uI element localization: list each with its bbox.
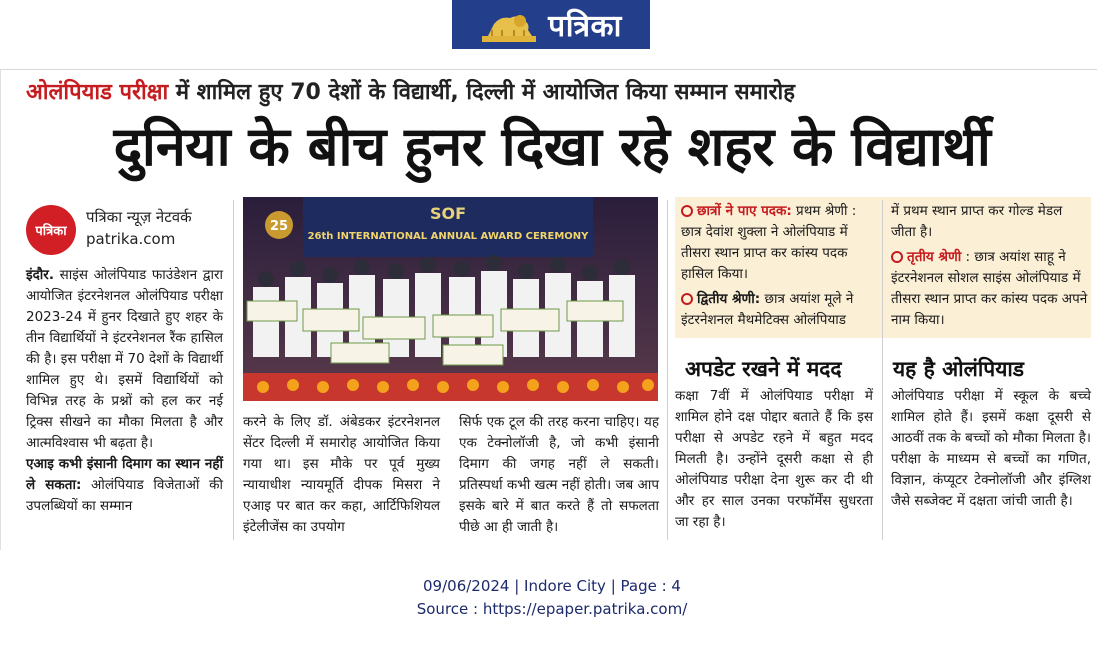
- headline: दुनिया के बीच हुनर दिखा रहे शहर के विद्यार्थी: [113, 115, 991, 178]
- column1-para2: ओलंपियाड विजेताओं की उपलब्धियों का सम्मान: [26, 477, 223, 514]
- photo-banner-text: 26th INTERNATIONAL ANNUAL AWARD CEREMONY: [307, 231, 589, 242]
- olympiad-body: ओलंपियाड परीक्षा में स्कूल के बच्चे शामिल होते हैं। इसमें कक्षा दूसरी से आठवीं तक के बच्चों को मौका मिलता है। परीक्षा के माध्यम से बच्चों का गणित, विज्ञान, कंप्यूटर टेक्नोलॉजी और इंग्लिश जैसे सब्जेक्ट में दक्षता जांची जाती है।: [891, 388, 1091, 509]
- byline-website: patrika.com: [86, 230, 176, 248]
- article-column-2: करने के लिए डॉ. अंबेडकर इंटरनेशनल सेंटर दिल्ली में समारोह आयोजित किया गया था। इस मौके पर पूर्व मुख्य न्यायाधीश न्यायमूर्ति दीपक मिसरा ने एआइ पर बात कर कहा, आर्टिफिशियल इंटेलीजेंस का उपयोग: [243, 414, 440, 535]
- masthead: [452, 0, 650, 49]
- bullet-icon: [681, 293, 693, 305]
- dateline: इंदौर.: [26, 267, 54, 283]
- medals-third-label: तृतीय श्रेणी: [907, 249, 962, 265]
- photo-logo-text: SOF: [429, 204, 467, 223]
- medals-box: [675, 197, 1091, 338]
- medals-third-text: : छात्र अयांश साहू ने इंटरनेशनल सोशल साइंस ओलंपियाड में तीसरा स्थान प्राप्त कर कांस्य पदक अपने नाम किया।: [891, 249, 1088, 328]
- article-column-3: सिर्फ एक टूल की तरह करना चाहिए। यह एक टेक्नोलॉजी है, जो कभी इंसानी दिमाग की जगह नहीं ले सकती। प्रतिस्पर्धा कभी खत्म नहीं होती। जब आप इसके बारे में बात करते हैं तो सफलता पीछे आ ही जाती है।: [459, 414, 659, 535]
- update-heading: अपडेट रखने में मदद: [685, 357, 842, 381]
- kicker: [26, 76, 1086, 106]
- medals-right-column: [891, 201, 1089, 331]
- masthead-title: पत्रिका: [548, 9, 622, 44]
- kicker-highlight: ओलंपियाड परीक्षा: [26, 80, 169, 105]
- award-ceremony-photo: [243, 197, 658, 401]
- footer-source: Source : https://epaper.patrika.com/: [416, 600, 688, 618]
- lion-logo-icon: [480, 6, 538, 44]
- medals-second-continued: में प्रथम स्थान प्राप्त कर गोल्ड मेडल जीता है।: [891, 203, 1063, 240]
- column-divider: [667, 200, 668, 540]
- photo-badge-text: 25: [269, 219, 289, 234]
- ceremony-photo-illustration: [243, 197, 658, 401]
- byline-network: पत्रिका न्यूज़ नेटवर्क: [86, 208, 192, 226]
- medals-second-text: छात्र अयांश मूले ने इंटरनेशनल मैथमेटिक्स ओलंपियाड: [681, 291, 854, 328]
- bullet-icon: [681, 205, 693, 217]
- update-body: कक्षा 7वीं में ओलंपियाड परीक्षा में शामिल होने दक्ष पोद्दार बताते हैं कि इस परीक्षा से अपडेट रहने में बहुत मदद मिलती है। उन्होंने दूसरी कक्षा से ही ओलंपियाड परीक्षा देना शुरू कर दी थी और हर साल उनका परफॉर्मेंस सुधरता जा रहा है।: [675, 388, 873, 530]
- footer-date-edition: 09/06/2024 | Indore City | Page : 4: [423, 577, 681, 595]
- column1-para1: साइंस ओलंपियाड फाउंडेशन द्वारा आयोजित इंटरनेशनल ओलंपियाड परीक्षा 2023-24 में हुनर दिखाते हुए शहर के तीन विद्यार्थियों ने इंटरनेशनल रैंक हासिल की है। इस परीक्षा में 70 देशों के विद्यार्थी शामिल हुए थे। इसमें विद्यार्थियों को विभिन्न तरह के प्रश्नों को हल कर नई ट्रिक्स सीखने का मौका मिलता है और आत्मविश्वास भी बढ़ता है।: [26, 267, 223, 451]
- column-divider: [882, 200, 883, 540]
- medals-left-column: [681, 201, 879, 331]
- medals-heading: छात्रों ने पाए पदक:: [697, 203, 792, 219]
- medals-second-label: द्वितीय श्रेणी:: [697, 291, 761, 307]
- olympiad-heading: यह है ओलंपियाड: [893, 357, 1025, 381]
- article-column-1: [26, 265, 223, 517]
- bullet-icon: [891, 251, 903, 263]
- kicker-rest: में शामिल हुए 70 देशों के विद्यार्थी, दिल्ली में आयोजित किया सम्मान समारोह: [168, 80, 795, 105]
- column1-subhead: एआइ कभी इंसानी दिमाग का स्थान नहीं ले सकता:: [26, 456, 223, 493]
- medals-first-text: प्रथम श्रेणी : छात्र देवांश शुक्ला ने ओलंपियाड में तीसरा स्थान प्राप्त कर कांस्य पदक हासिल किया।: [681, 203, 857, 282]
- patrika-byline-logo: पत्रिका: [26, 205, 76, 255]
- column-divider: [233, 200, 234, 540]
